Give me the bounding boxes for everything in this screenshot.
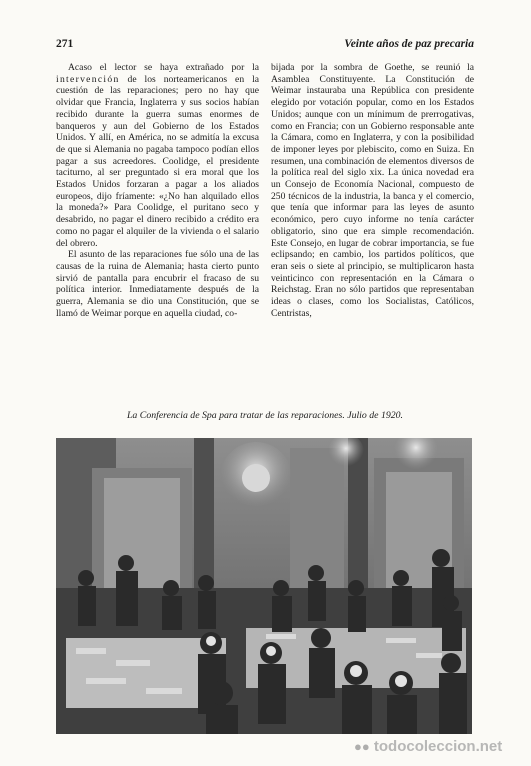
- text-column-right: [271, 62, 474, 372]
- paragraph-text: de los norteamericanos en la cuestión de las reparaciones; pero no hay que olvidar que Francia, Inglaterra y sus socios habían recibido durante la guerra sumas enormes de banqueros y aun del Gobierno de los Estados Unidos. Y allí, en América, no se admitía la excusa de que si Alemania no pagaba tampoco podían ellos pagar a sus acreedores. Coolidge, el presidente taciturno, al ser preguntado si era moral que los Estados Unidos forzaran a pagar a los aliados europeos, dijo fríamente: «¿No han alquilado ellos la moneda?» Para Coolidge, el puritano seco y desabrido, no pagar el dinero recibido a crédito era como no pagar el alquiler de la vivienda o el salario del obrero.: [56, 73, 259, 249]
- photo-caption: La Conferencia de Spa para tratar de las reparaciones. Julio de 1920.: [126, 410, 403, 421]
- paragraph-intervention: [56, 62, 259, 249]
- running-title: Veinte años de paz precaria: [344, 38, 474, 50]
- text-column-left: [56, 62, 259, 372]
- historical-photograph: [56, 438, 472, 734]
- watermark: [354, 738, 524, 760]
- emphasized-word: intervención: [56, 73, 120, 85]
- watermark-text: todocoleccion.net: [373, 738, 503, 755]
- watermark-dots: ●●: [354, 739, 370, 754]
- conference-photo-illustration: [56, 438, 472, 734]
- page-header: [56, 38, 474, 54]
- body-text-columns: [56, 62, 474, 372]
- paragraph-weimar: bijada por la sombra de Goethe, se reunió la Asamblea Constituyente. La Constitución de Weimar instauraba una República con presidente elegido por votación popular, como en los Estados Unidos; aunque con un mínimum de prerrogativas, como en Francia; con un Gobierno responsable ante la Cámara, como en Inglaterra, y con la posibilidad de imponer leyes por plebiscito, como en Suiza. En resumen, una combinación de elementos diversos de la política real del siglo xix. La única novedad era un Consejo de Economía Nacional, compuesto de 250 técnicos de la industria, la banca y el comercio, que tenía que informar para las leyes de asunto económico, pero cuyo informe no tenía carácter obligatorio, sino que era simple recomendación. Este Consejo, en lugar de cobrar importancia, se fue eclipsando; en cambio, los partidos políticos, que eran seis o siete al principio, se multiplicaron hasta veinticinco con representación en la Cámara o Reichstag. Eran no sólo partidos que representaban ideas o clases, como los Socialistas, Católicos, Centristas,: [271, 62, 474, 319]
- paragraph-reparations: El asunto de las reparaciones fue sólo una de las causas de la ruina de Alemania; hasta cierto punto sirvió de pantalla para encubrir el fracaso de su política interior. Inmediatamente después de la guerra, Alemania se dio una Constitución, que se llamó de Weimar porque en aquella ciudad, co-: [56, 249, 259, 319]
- page-number: 271: [56, 38, 74, 50]
- paragraph-text: Acaso el lector se haya extrañado por la: [68, 62, 259, 73]
